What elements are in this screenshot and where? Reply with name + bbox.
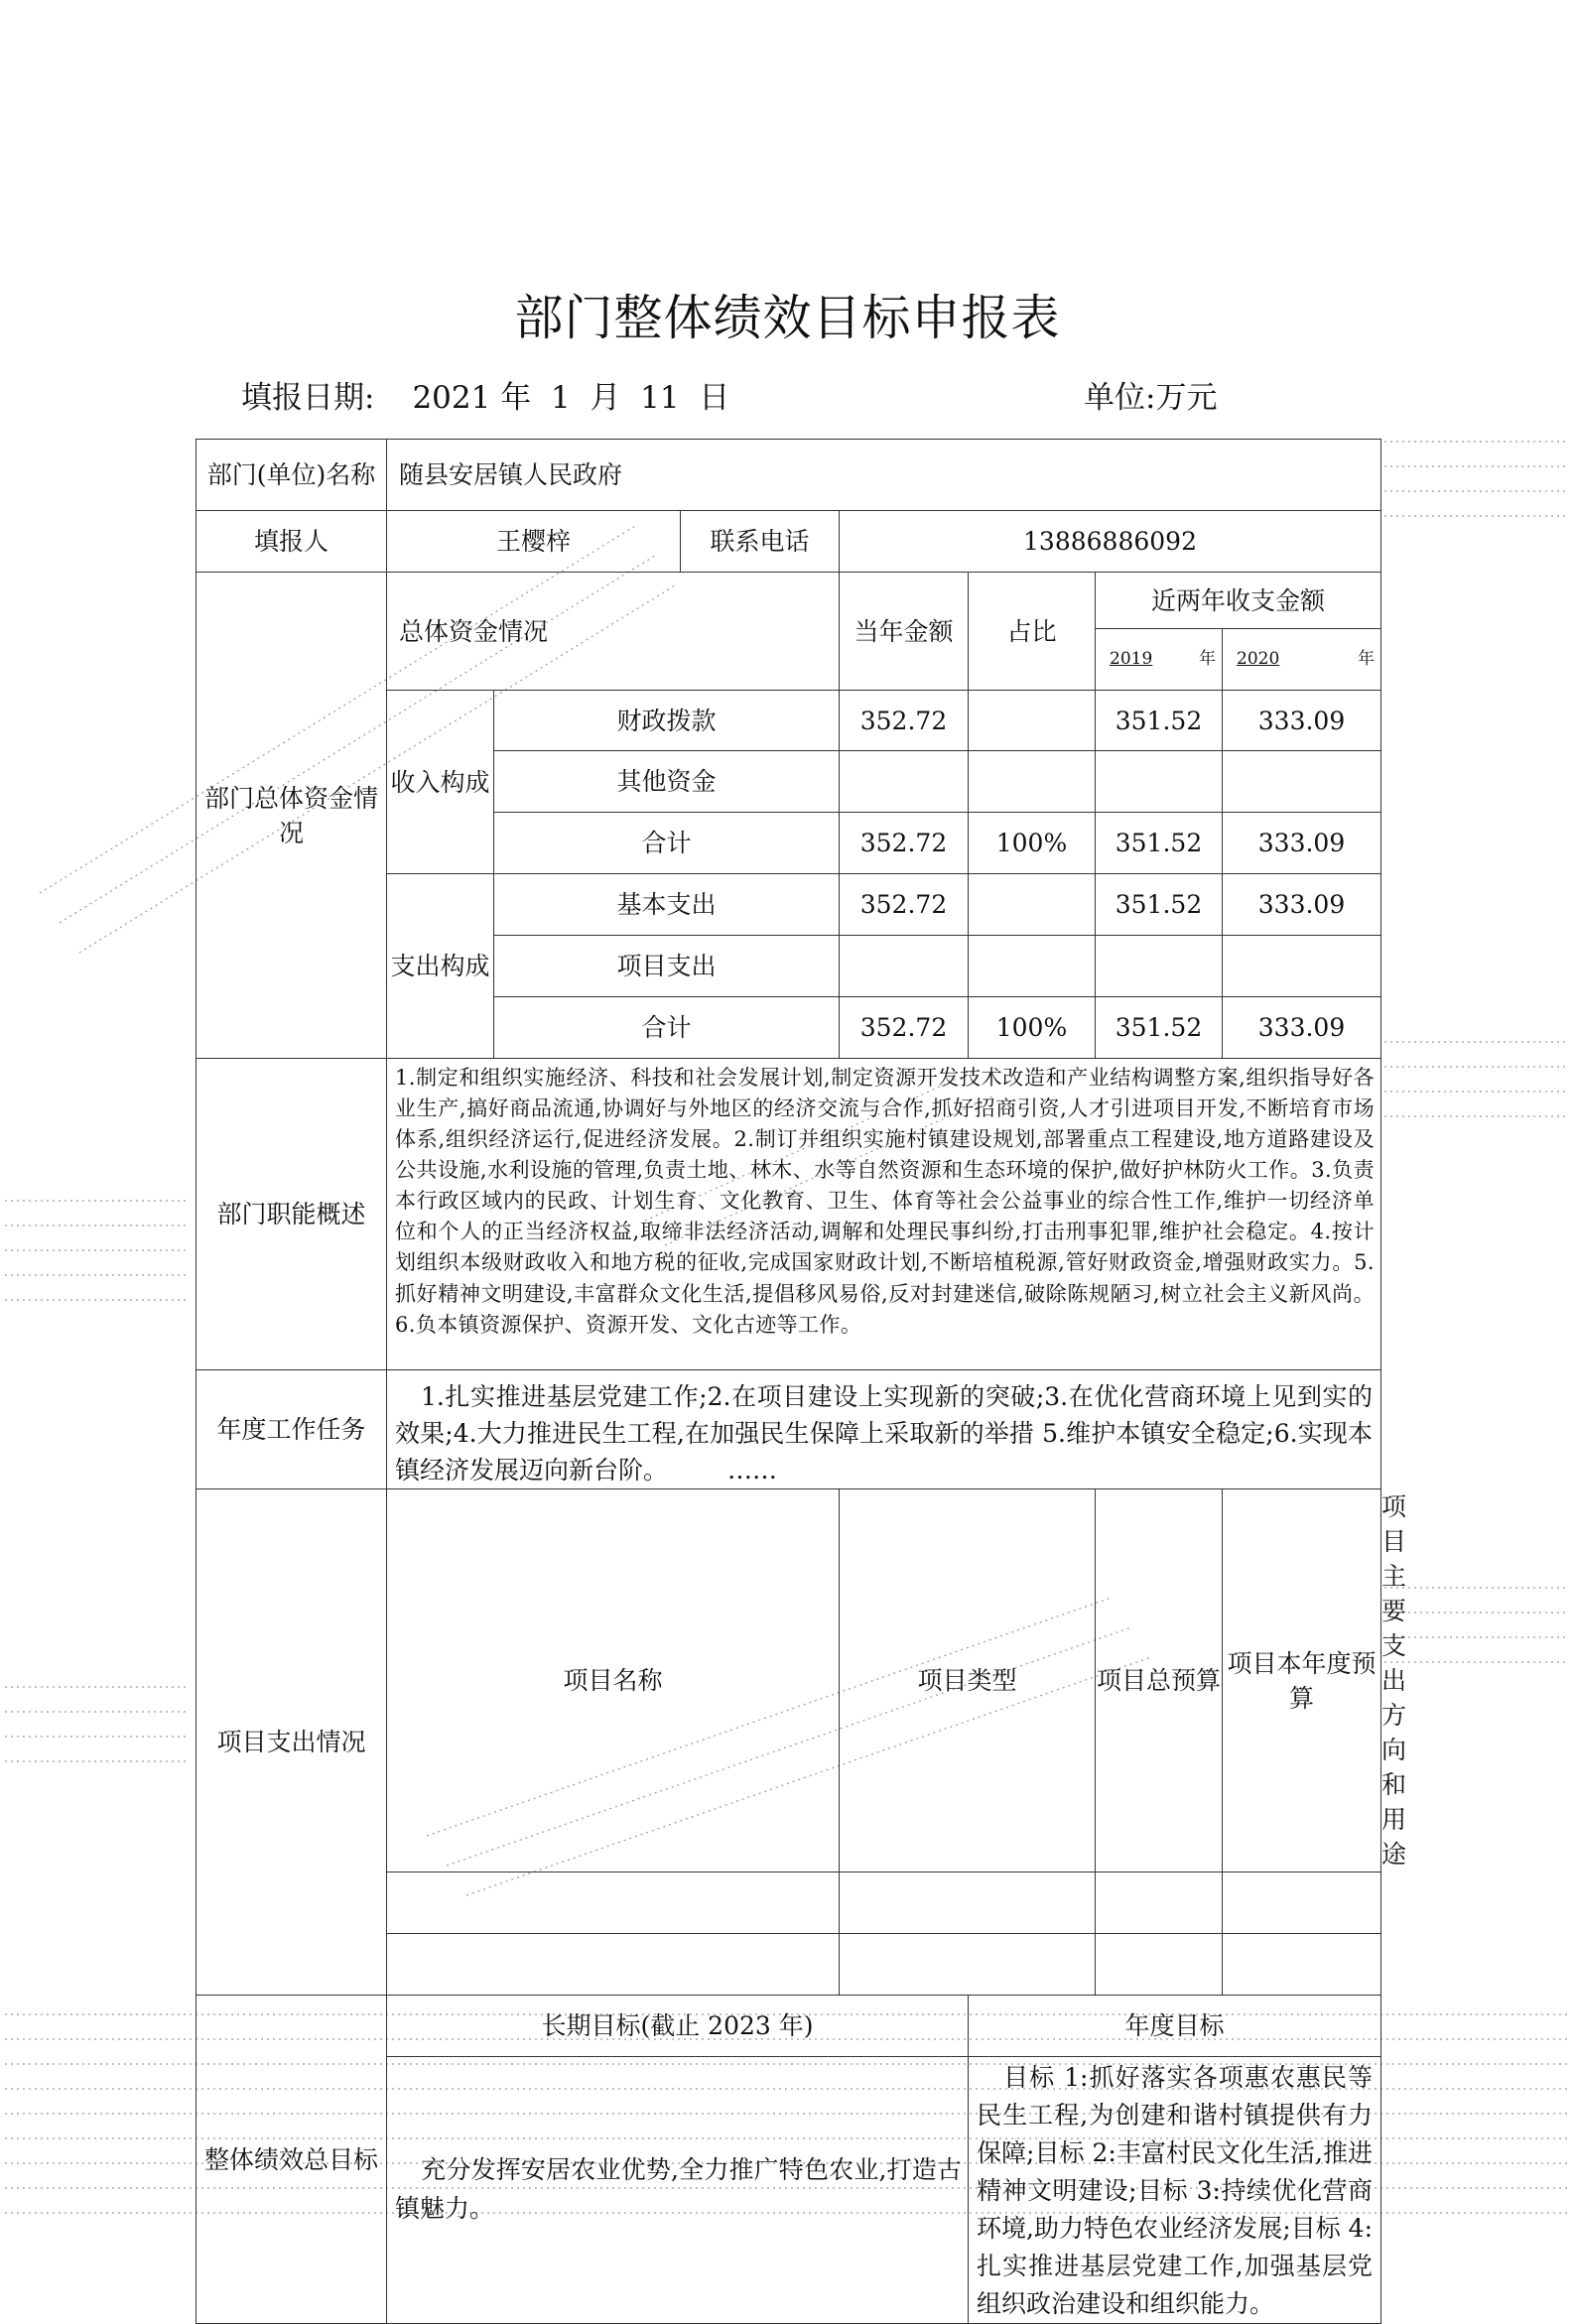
department-label-text: 部门(单位)名称 bbox=[206, 460, 376, 489]
table-cell-empty bbox=[387, 1872, 840, 1934]
table-row-item: 其他资金 bbox=[494, 751, 840, 813]
project-name-header: 项目名称 bbox=[387, 1489, 840, 1872]
month-unit: 月 bbox=[590, 380, 621, 416]
phone-label: 联系电话 bbox=[681, 511, 840, 573]
current-amount-header: 当年金额 bbox=[840, 573, 969, 691]
project-annual-budget-header: 项目本年度预算 bbox=[1223, 1489, 1381, 1872]
table-cell-ratio bbox=[969, 874, 1096, 936]
year-2020-header bbox=[1223, 629, 1381, 691]
table-cell-ratio bbox=[969, 691, 1096, 751]
filler-value: 王樱梓 bbox=[387, 511, 681, 573]
annual-goal-cell bbox=[969, 2057, 1381, 2324]
year2: 2020 bbox=[1237, 648, 1280, 669]
table-cell-2019: 351.52 bbox=[1096, 691, 1223, 751]
fill-date-month: 1 bbox=[550, 380, 571, 416]
table-cell-current: 352.72 bbox=[840, 874, 969, 936]
overall-funds-label: 总体资金情况 bbox=[387, 573, 840, 691]
table-cell-empty bbox=[387, 1934, 840, 1996]
year-2019-header bbox=[1096, 629, 1223, 691]
annual-tasks-cell bbox=[387, 1370, 1381, 1489]
long-term-goal-cell bbox=[387, 2057, 969, 2324]
table-cell-empty bbox=[1223, 1934, 1381, 1996]
annual-tasks-ellipsis: …… bbox=[727, 1456, 778, 1485]
table-cell-ratio bbox=[969, 751, 1096, 813]
annual-goal-text: 目标 1:抓好落实各项惠农惠民等民生工程,为创建和谐村镇提供有力保障;目标 2:丰富村民文化生活,推进精神文明建设;目标 3:持续优化营商环境,助力特色农业经济发展;目标 4:扎实推进基层党建工作,加强基层党组织政治建设和组织能力。 bbox=[977, 2063, 1374, 2318]
phone-value: 13886886092 bbox=[840, 511, 1381, 573]
table-cell-2020: 333.09 bbox=[1223, 997, 1381, 1059]
table-cell-2020: 333.09 bbox=[1223, 691, 1381, 751]
long-term-goal-header: 长期目标(截止 2023 年) bbox=[387, 1996, 969, 2057]
year2-suffix: 年 bbox=[1358, 648, 1376, 669]
functions-label: 部门职能概述 bbox=[197, 1059, 387, 1370]
table-cell-2020: 333.09 bbox=[1223, 874, 1381, 936]
department-label bbox=[197, 440, 387, 511]
table-cell-empty bbox=[1223, 1872, 1381, 1934]
performance-form: 部门(单位)名称 随县安居镇人民政府 填报人 王樱梓 联系电话 13886886092 部门总体资金情况 总体资金情况 当年金额 占比 近两年收支金额 2019 年 2020 年 收入构成 财政拨款 352.72 351.52 333.09 其他资金 合计 352.72 100% 351.52 333.09 支出构成 基本支出 352.72 351.52 333.09 项目支出 合计 352.72 100% 351.52 333.09 部门职能概述 1.制定和组织实施经济、科技和社会发展计划,制定资源开发技术改造和产业结构调整方案,组织指导好各业生产,搞好商品流通,协调好与外地区的经济交流与合作,抓好招商引资,人才引进项目开发,不断培育市场体系,组织经济运行,促进经济发展。2.制订并组织实施村镇建设规划,部署重点工程建设,地方道路建设及公共设施,水利设施的管理,负责土地、林木、水等自然资源和生态环境的保护,做好护林防火工作。3.负责本行政区域内的民政、计划生育、文化教育、卫生、体育等社会公益事业的综合性工作,维护一切经济单位和个人的正当经济权益,取缔非法经济活动,调解和处理民事纠纷,打击刑事犯罪,维护社会稳定。4.按计划组织本级财政收入和地方税的征收,完成国家财政计划,不断培植税源,管好财政资金,增强财政实力。5.抓好精神文明建设,丰富群众文化生活,提倡移风易俗,反对封建迷信,破除陈规陋习,树立社会主义新风尚。6.负本镇资源保护、资源开发、文化古迹等工作。 年度工作任务 1.扎实推进基层党建工作;2.在项目建设上实现新的突破;3.在优化营商环境上见到实的效果;4.大力推进民生工程,在加强民生保障上采取新的举措 5.维护本镇安全稳定;6.实现本镇经济发展迈向新台阶。 …… 项目支出情况 项目名称 项目类型 项目总预算 项目本年度预算 项目主要支出方向和用途 整体绩效总目标 长期目标(截止 2023 年) 年度目标 充分发挥安居农业优势,全力推广特色农业,打造古镇魅力。 目标 1:抓好落实各项惠农惠民等民生工程,为创建和谐村镇提供有力保障;目标 2:丰富村民文化生活,推进精神文明建设;目标 3:持续优化营商环境,助力特色农业经济发展;目标 4:扎实推进基层党建工作,加强基层党组织政治建设和组织能力。 bbox=[196, 439, 1381, 2324]
table-cell-current bbox=[840, 936, 969, 997]
projects-label: 项目支出情况 bbox=[197, 1489, 387, 1996]
unit-label: 单位:万元 bbox=[1084, 380, 1218, 416]
table-cell-empty bbox=[1096, 1872, 1223, 1934]
income-label: 收入构成 bbox=[387, 691, 494, 874]
funds-section-label: 部门总体资金情况 bbox=[197, 573, 387, 1059]
table-row-item: 合计 bbox=[494, 997, 840, 1059]
table-cell-ratio: 100% bbox=[969, 813, 1096, 874]
table-row-item: 财政拨款 bbox=[494, 691, 840, 751]
annual-tasks-label: 年度工作任务 bbox=[197, 1370, 387, 1489]
table-cell-2019 bbox=[1096, 936, 1223, 997]
fill-date bbox=[241, 372, 729, 417]
table-cell-2019: 351.52 bbox=[1096, 997, 1223, 1059]
year-unit: 年 bbox=[500, 380, 532, 416]
recent-years-header: 近两年收支金额 bbox=[1096, 573, 1381, 629]
table-cell-2019: 351.52 bbox=[1096, 813, 1223, 874]
table-row-item: 基本支出 bbox=[494, 874, 840, 936]
filler-label: 填报人 bbox=[197, 511, 387, 573]
project-type-header: 项目类型 bbox=[840, 1489, 1096, 1872]
department-value: 随县安居镇人民政府 bbox=[387, 440, 1381, 511]
table-cell-empty bbox=[1096, 1934, 1223, 1996]
table-cell-current: 352.72 bbox=[840, 997, 969, 1059]
table-cell-2020 bbox=[1223, 936, 1381, 997]
ratio-header: 占比 bbox=[969, 573, 1096, 691]
table-cell-empty bbox=[840, 1872, 1096, 1934]
table-cell-2019 bbox=[1096, 751, 1223, 813]
fill-date-day: 11 bbox=[640, 380, 680, 416]
fill-date-year: 2021 bbox=[412, 380, 491, 416]
table-cell-current: 352.72 bbox=[840, 691, 969, 751]
goals-label: 整体绩效总目标 bbox=[197, 1996, 387, 2324]
table-cell-current: 352.72 bbox=[840, 813, 969, 874]
annual-tasks-text: 1.扎实推进基层党建工作;2.在项目建设上实现新的突破;3.在优化营商环境上见到实的效果;4.大力推进民生工程,在加强民生保障上采取新的举措 5.维护本镇安全稳定;6.实现本镇经济发展迈向新台阶。 bbox=[395, 1382, 1374, 1485]
table-cell-ratio bbox=[969, 936, 1096, 997]
year1-suffix: 年 bbox=[1199, 648, 1216, 669]
year1: 2019 bbox=[1110, 648, 1153, 669]
project-total-budget-header: 项目总预算 bbox=[1096, 1489, 1223, 1872]
table-cell-2019: 351.52 bbox=[1096, 874, 1223, 936]
table-row-item: 项目支出 bbox=[494, 936, 840, 997]
table-cell-2020 bbox=[1223, 751, 1381, 813]
table-cell-current bbox=[840, 751, 969, 813]
functions-text: 1.制定和组织实施经济、科技和社会发展计划,制定资源开发技术改造和产业结构调整方案,组织指导好各业生产,搞好商品流通,协调好与外地区的经济交流与合作,抓好招商引资,人才引进项目开发,不断培育市场体系,组织经济运行,促进经济发展。2.制订并组织实施村镇建设规划,部署重点工程建设,地方道路建设及公共设施,水利设施的管理,负责土地、林木、水等自然资源和生态环境的保护,做好护林防火工作。3.负责本行政区域内的民政、计划生育、文化教育、卫生、体育等社会公益事业的综合性工作,维护一切经济单位和个人的正当经济权益,取缔非法经济活动,调解和处理民事纠纷,打击刑事犯罪,维护社会稳定。4.按计划组织本级财政收入和地方税的征收,完成国家财政计划,不断培植税源,管好财政资金,增强财政实力。5.抓好精神文明建设,丰富群众文化生活,提倡移风易俗,反对封建迷信,破除陈规陋习,树立社会主义新风尚。6.负本镇资源保护、资源开发、文化古迹等工作。 bbox=[387, 1059, 1381, 1370]
expense-label: 支出构成 bbox=[387, 874, 494, 1059]
page-title: 部门整体绩效目标申报表 bbox=[514, 290, 1061, 346]
annual-goal-header: 年度目标 bbox=[969, 1996, 1381, 2057]
long-term-goal-text: 充分发挥安居农业优势,全力推广特色农业,打造古镇魅力。 bbox=[395, 2155, 962, 2223]
day-unit: 日 bbox=[699, 380, 730, 416]
table-cell-2020: 333.09 bbox=[1223, 813, 1381, 874]
table-row-item: 合计 bbox=[494, 813, 840, 874]
table-cell-ratio: 100% bbox=[969, 997, 1096, 1059]
table-cell-empty bbox=[840, 1934, 1096, 1996]
fill-date-label: 填报日期: bbox=[241, 380, 375, 416]
